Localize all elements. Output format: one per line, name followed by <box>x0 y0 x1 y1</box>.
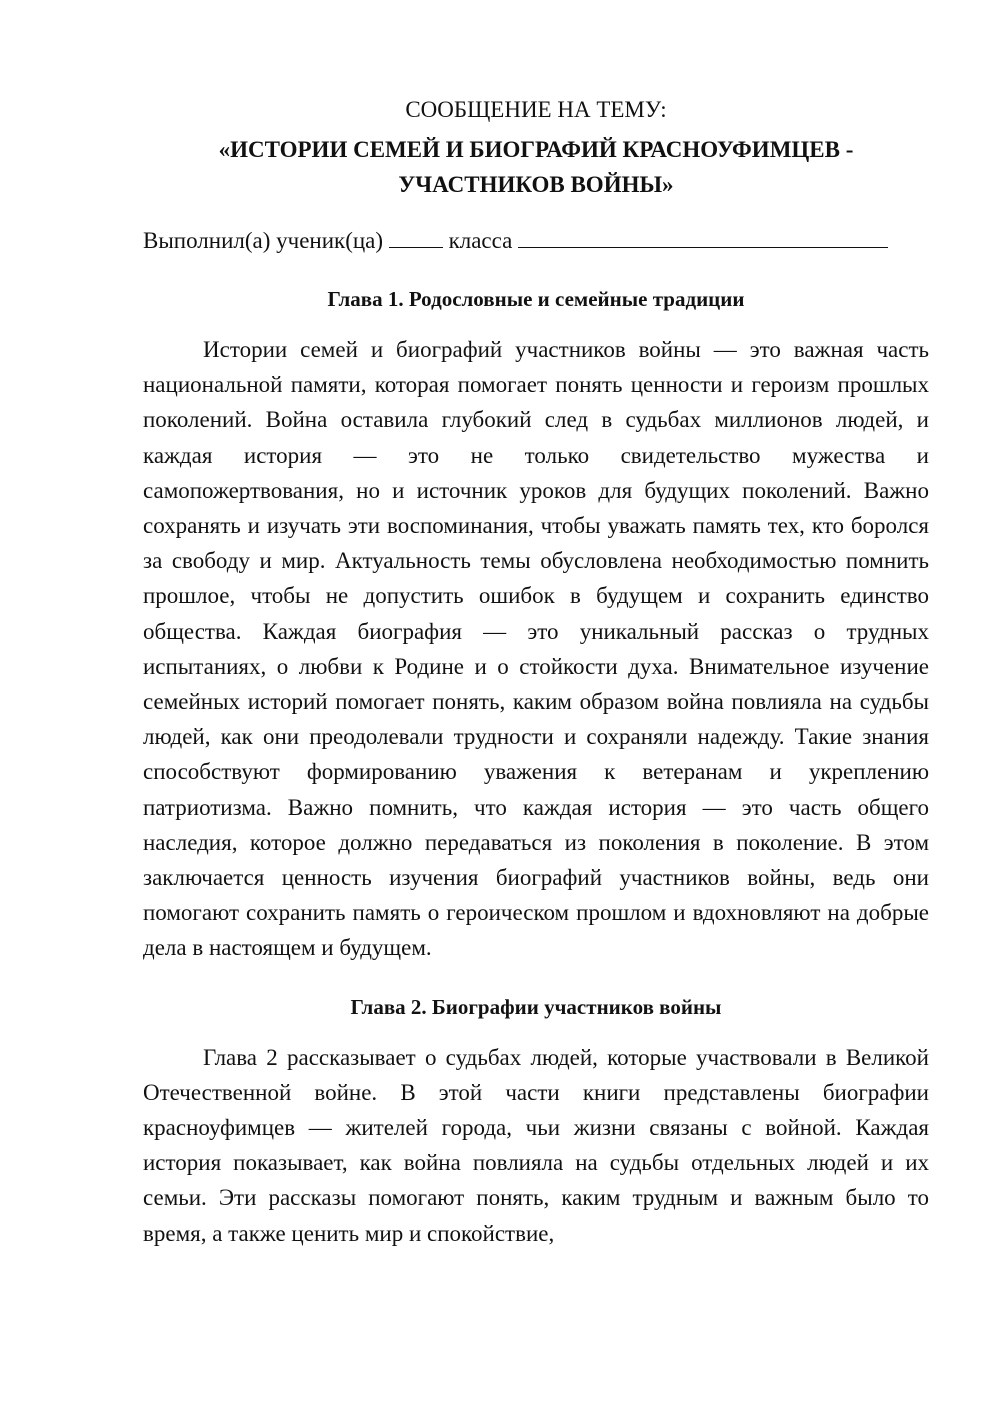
class-label: класса <box>448 228 513 253</box>
document-title-line-2: УЧАСТНИКОВ ВОЙНЫ» <box>398 172 674 197</box>
student-name-blank <box>518 225 888 248</box>
chapter-1-title: Глава 1. Родословные и семейные традиции <box>327 287 745 311</box>
topic-label: СООБЩЕНИЕ НА ТЕМУ: <box>405 97 667 122</box>
author-prefix: Выполнил(а) ученик(ца) <box>143 228 384 253</box>
class-number-blank <box>389 225 443 248</box>
document-title-line-1: «ИСТОРИИ СЕМЕЙ И БИОГРАФИЙ КРАСНОУФИМЦЕВ - <box>218 137 854 162</box>
chapter-2-paragraph: Глава 2 рассказывает о судьбах людей, которые участвовали в Великой Отечественной войне. В этой части книги представлены биографии красноуфимцев — жителей города, чьи жизни связаны с войной. Каждая история показывает, как война повлияла на судьбы отдельных людей и их семьи. Эти рассказы помогают понять, каким трудным и важным было то время, а также ценить мир и спокойствие, <box>143 1044 929 1246</box>
document-page <box>143 92 929 1251</box>
chapter-2-title: Глава 2. Биографии участников войны <box>350 994 722 1019</box>
author-line <box>143 223 929 259</box>
chapter-1-paragraph: Истории семей и биографий участников войны — это важная часть национальной памяти, которая помогает понять ценности и героизм прошлых поколений. Война оставила глубокий след в судьбах миллионов людей, и каждая история — это не только свидетельство мужества и самопожертвования, но и источник уроков для будущих поколений. Важно сохранять и изучать эти воспоминания, чтобы уважать память тех, кто боролся за свободу и мир. Актуальность темы обусловлена необходимостью помнить прошлое, чтобы не допустить ошибок в будущем и сохранить единство общества. Каждая биография — это уникальный рассказ о трудных испытаниях, о любви к Родине и о стойкости духа. Внимательное изучение семейных историй помогает понять, каким образом война повлияла на судьбы людей, как они преодолевали трудности и сохраняли надежду. Такие знания способствуют формированию уважения к ветеранам и укреплению патриотизма. Важно помнить, что каждая история — это часть общего наследия, которое должно передаваться из поколения в поколение. В этом заключается ценность изучения биографий участников войны, ведь они помогают сохранить память о героическом прошлом и вдохновляют на добрые дела в настоящем и будущем. <box>143 337 929 961</box>
